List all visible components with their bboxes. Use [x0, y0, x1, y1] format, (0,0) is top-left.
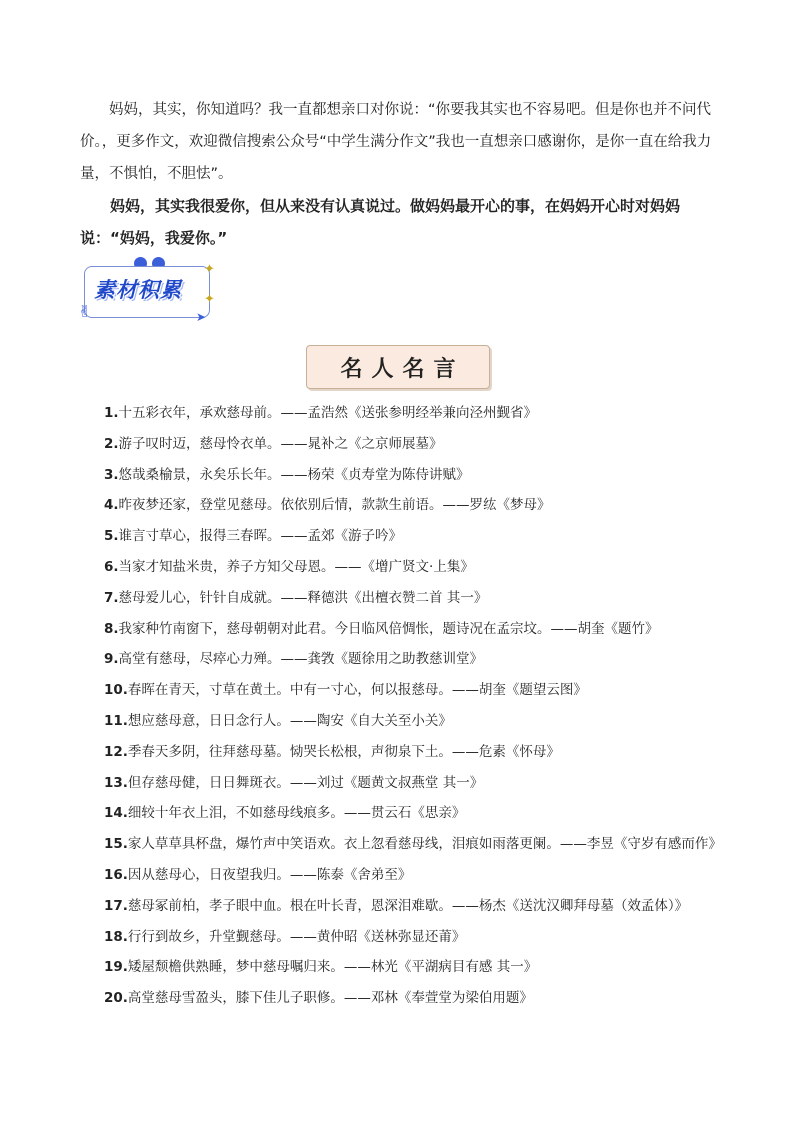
list-item [104, 922, 744, 953]
quote-number: 17. [104, 897, 128, 914]
list-item [104, 552, 744, 583]
quote-number: 14. [104, 805, 128, 822]
quote-number: 2. [104, 435, 119, 452]
quote-number: 19. [104, 959, 128, 976]
quote-number: 13. [104, 774, 128, 791]
quote-text: 十五彩衣年，承欢慈母前。——孟浩然《送张参明经举兼向泾州觐省》 [118, 405, 538, 421]
list-item [104, 521, 744, 552]
quote-number: 5. [104, 528, 119, 545]
badge-label: 素材积累 [94, 278, 182, 302]
list-item [104, 952, 744, 983]
quote-number: 9. [104, 651, 119, 668]
list-item [104, 891, 744, 922]
list-item [104, 583, 744, 614]
list-item [104, 983, 744, 1014]
quote-text: 谁言寸草心，报得三春晖。——孟郊《游子吟》 [118, 528, 403, 545]
quote-text: 家人草草具杯盘，爆竹声中笑语欢。衣上忽看慈母线，泪痕如雨落更阑。——李昱《守岁有感而作》 [127, 836, 722, 853]
quote-list [104, 398, 744, 1014]
quote-text: 高堂有慈母，尽瘁心力殚。——龚敩《题徐用之助教慈训堂》 [118, 651, 484, 668]
quote-number: 1. [104, 405, 119, 421]
list-item [104, 860, 744, 891]
hand-icon: ✌ [78, 302, 92, 321]
quote-number: 11. [104, 712, 128, 729]
quote-text: 当家才知盐米贵，养子方知父母恩。——《增广贤文·上集》 [118, 558, 474, 575]
quote-text: 慈母冢前柏，孝子眼中血。根在叶长青，恩深泪难歇。——杨杰《送沈汉卿拜母墓（效孟体）》 [127, 897, 689, 914]
intro-paragraph-1: 妈妈，其实，你知道吗？我一直都想亲口对你说：“你要我其实也不容易吧。但是你也并不问代价。，更多作文，欢迎微信搜索公众号“中学生满分作文”我也一直想亲口感谢你，是你一直在给我力量，不惧怕，不胆怯”。 [80, 102, 712, 182]
quote-text: 行行到故乡，升堂觐慈母。——黄仲昭《送林弥显还莆》 [127, 928, 466, 945]
quote-number: 10. [104, 682, 128, 699]
quote-text: 想应慈母意，日日念行人。——陶安《自大关至小关》 [127, 712, 452, 729]
list-item [104, 675, 744, 706]
quote-text: 慈母爱儿心，针针自成就。——释德洪《出檀衣赞二首 其一》 [118, 589, 488, 606]
section-title: 名人名言 [340, 355, 465, 382]
quote-text: 季春天多阴，往拜慈母墓。恸哭长松根，声彻泉下土。——危素《怀母》 [127, 743, 560, 760]
section-title-box [306, 345, 490, 389]
list-item [104, 706, 744, 737]
quote-text: 游子叹时迈，慈母怜衣单。——晁补之《之京师展墓》 [118, 435, 443, 452]
quote-text: 矮屋颓檐供熟睡，梦中慈母嘱归来。——林光《平湖病目有感 其一》 [127, 959, 538, 976]
quote-number: 12. [104, 743, 128, 760]
quote-number: 7. [104, 589, 119, 606]
quote-number: 8. [104, 620, 119, 637]
sparkle-icon: ✦ [204, 262, 215, 277]
sparkle-icon: ✦ [204, 292, 215, 307]
quote-number: 16. [104, 866, 128, 883]
quote-text: 高堂慈母雪盈头，膝下佳儿子职修。——邓林《奉萱堂为梁伯用题》 [127, 990, 533, 1007]
quote-text: 因从慈母心，日夜望我归。——陈泰《舍弟至》 [127, 866, 412, 883]
list-item [104, 398, 744, 429]
list-item [104, 614, 744, 645]
material-badge [76, 254, 216, 328]
quote-number: 3. [104, 466, 119, 483]
list-item [104, 644, 744, 675]
list-item [104, 429, 744, 460]
quote-number: 6. [104, 558, 119, 575]
quote-number: 18. [104, 928, 128, 945]
quote-text: 春晖在青天，寸草在黄土。中有一寸心，何以报慈母。——胡奎《题望云图》 [127, 682, 587, 699]
cursor-icon: ➤ [196, 310, 207, 324]
list-item [104, 798, 744, 829]
list-item [104, 768, 744, 799]
quote-number: 4. [104, 497, 119, 514]
quote-text: 细较十年衣上泪，不如慈母线痕多。——贯云石《思亲》 [127, 805, 466, 822]
list-item [104, 737, 744, 768]
quote-text: 但存慈母健，日日舞斑衣。——刘过《题黄文叔燕堂 其一》 [127, 774, 484, 791]
quote-text: 昨夜梦还家，登堂见慈母。依依别后情，款款生前语。——罗纮《梦母》 [118, 497, 551, 514]
list-item [104, 490, 744, 521]
intro-paragraph-2: 妈妈，其实我很爱你，但从来没有认真说过。做妈妈最开心的事，在妈妈开心时对妈妈说：“妈妈，我爱你。” [80, 197, 681, 247]
list-item [104, 829, 744, 860]
quote-text: 我家种竹南窗下，慈母朝朝对此君。今日临风倍惆怅，题诗况在孟宗坟。——胡奎《题竹》 [118, 620, 659, 637]
list-item [104, 460, 744, 491]
quote-number: 20. [104, 990, 128, 1007]
quote-number: 15. [104, 836, 128, 853]
quote-text: 悠哉桑榆景，永矣乐长年。——杨荣《贞寿堂为陈侍讲赋》 [118, 466, 470, 483]
